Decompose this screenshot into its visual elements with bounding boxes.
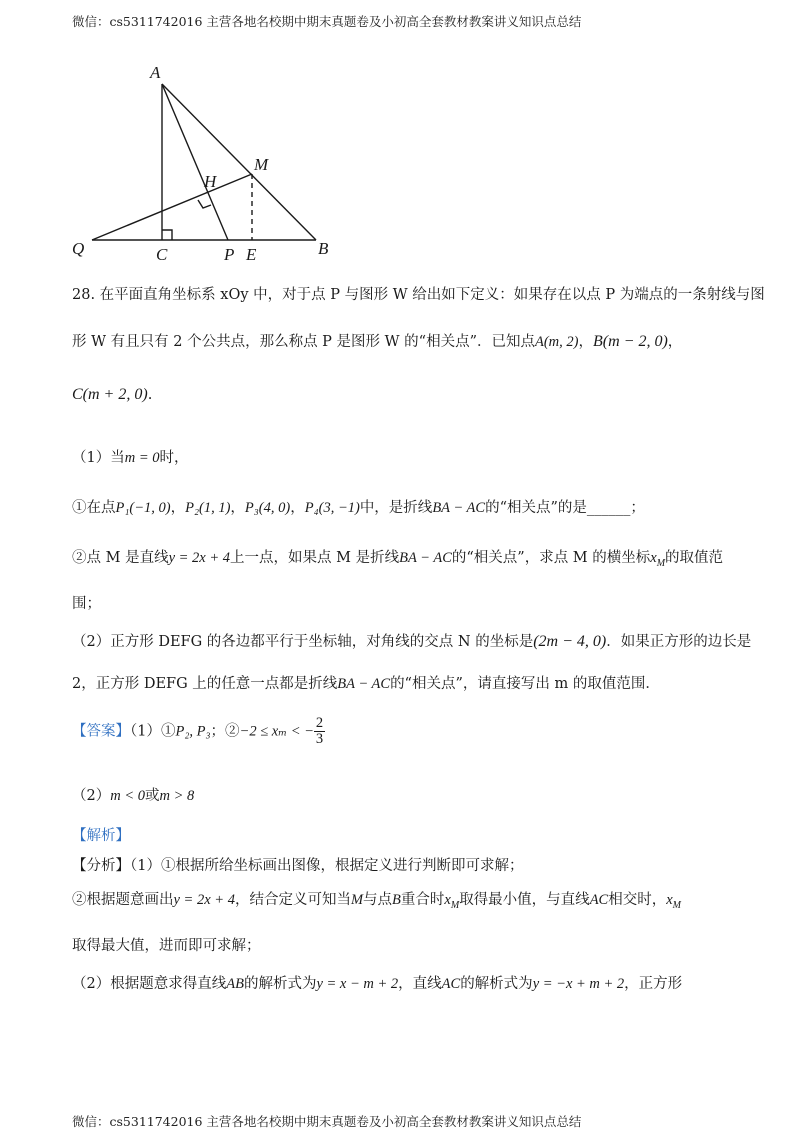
fraction-two-thirds: $\frac{2}{3}$ [315,715,324,748]
label-Q: Q [72,239,85,258]
segment-AP [162,84,228,240]
label-C: C [156,245,168,264]
point-C: C(m + 2, 0) [72,386,148,403]
label-P: P [224,245,235,264]
analysis-line-3: 取得最大值，进而即可求解； [72,938,261,954]
problem-line-2: 形 W 有且只有 2 个公共点，那么称点 P 是图形 W 的“相关点”．已知点A(m, 2)，B(m − 2, 0)， [72,333,683,350]
label-M: M [254,155,269,174]
point-A: A(m, 2) [535,334,579,350]
answer-line-1: 【答案】（1）①P₂, P₃；②−2 ≤ xₘ < − $\frac{2}{3}$ [72,715,324,748]
point-B: B(m − 2, 0) [593,333,668,350]
page-footer: 微信：cs5311742016 主营各地名校期中期末真题卷及小初高全套教材教案讲义知识点总结 [72,1114,582,1129]
segment-AB [162,84,316,240]
label-H: H [204,172,217,191]
label-E: E [246,245,257,264]
analysis-tag: 【解析】 [72,828,130,844]
analysis-line-2: ②根据题意画出y = 2x + 4，结合定义可知当M与点B重合时$x_M$取得最小值，与直线AC相交时，$x_M$ [72,892,681,911]
geometry-figure [70,60,350,270]
problem-line-6: ②点 M 是直线y = 2x + 4上一点，如果点 M 是折线BA − AC的“相关点”，求点 M 的横坐标$x_M$的取值范 [72,550,724,569]
label-A: A [150,63,161,82]
problem-line-1: 28. 在平面直角坐标系 xOy 中，对于点 P 与图形 W 给出如下定义：如果存在以点 P 为端点的一条射线与图 [72,287,765,303]
problem-line-5: ①在点P₁(−1, 0)，P₂(1, 1)，P₃(4, 0)，P₄(3, −1)中，是折线BA − AC的“相关点”的是______； [72,500,645,516]
answer-tag: 【答案】 [72,723,130,740]
right-angle-H [198,200,211,208]
analysis-line-4: （2）根据题意求得直线AB的解析式为y = x − m + 2，直线AC的解析式为y = −x + m + 2，正方形 [72,976,683,992]
page-header: 微信：cs5311742016 主营各地名校期中期末真题卷及小初高全套教材教案讲义知识点总结 [72,14,582,29]
problem-line-3: C(m + 2, 0). [72,386,153,403]
analysis-line-1: 【分析】（1）①根据所给坐标画出图像，根据定义进行判断即可求解； [72,858,524,874]
problem-line-8: （2）正方形 DEFG 的各边都平行于坐标轴，对角线的交点 N 的坐标是(2m − 4, 0)．如果正方形的边长是 [72,633,752,650]
answer-line-2: （2）m < 0或m > 8 [72,788,195,804]
right-angle-C [162,230,172,240]
problem-line-4: （1）当m = 0时， [72,450,189,466]
problem-line-9: 2，正方形 DEFG 上的任意一点都是折线BA − AC的“相关点”，请直接写出 m 的取值范围． [72,676,660,692]
label-B: B [318,239,329,258]
problem-line-7: 围； [72,596,101,612]
